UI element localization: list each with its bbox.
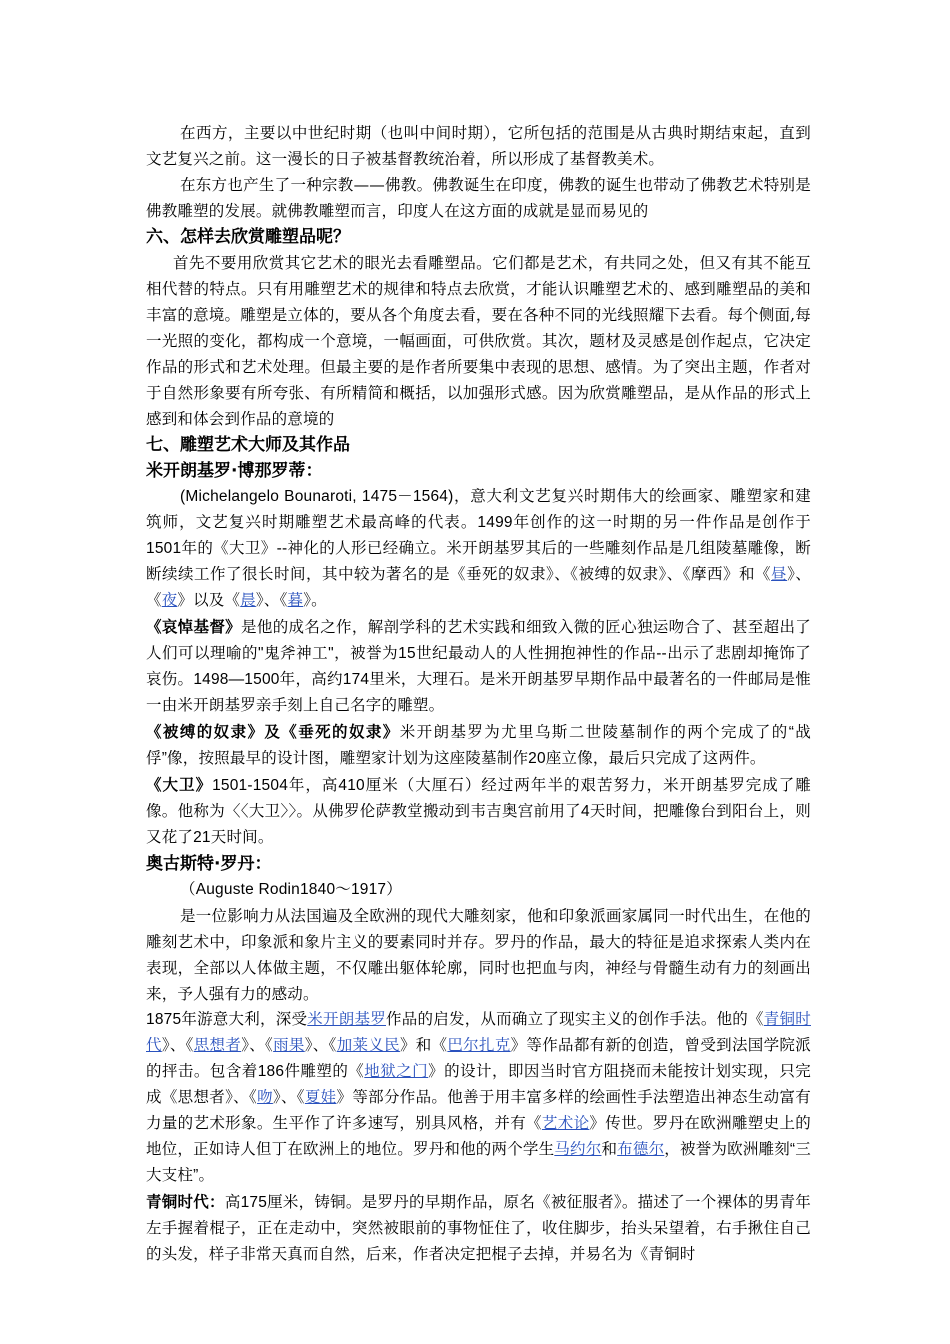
text-span: 》、《 — [272, 1089, 305, 1106]
title-david: 《大卫》 — [146, 776, 213, 794]
paragraph-east: 在东方也产生了一种宗教——佛教。佛教诞生在印度，佛教的诞生也带动了佛教艺术特别是佛教雕塑的发展。就佛教雕塑而言，印度人在这方面的成就是显而易见的 — [146, 176, 811, 220]
paragraph-appreciation: 首先不要用欣赏其它艺术的眼光去看雕塑品。它们都是艺术，有共同之处，但又有其不能互相代替的特点。只有用雕塑艺术的规律和特点去欣赏，才能认识雕塑艺术的、感到雕塑品的美和丰富的意境。雕塑是立体的，要从各个角度去看，要在各种不同的光线照耀下去看。每个侧面,每一光照的变化，都构成一个意境，一幅画面，可供欣赏。其次，题材及灵感是创作起点，它决定作品的形式和艺术处理。但最主要的是作者所要集中表现的思想、感情。为了突出主题，作者对于自然形象要有所夸张、有所精简和概括，以加强形式感。因为欣赏雕塑品，是从作品的形式上感到和体会到作品的意境的 — [146, 254, 811, 428]
text-span: 1875年游意大利，深受 — [146, 1011, 308, 1028]
text-span: 是他的成名之作，解剖学科的艺术实践和细致入微的匠心独运吻合了、甚至超出了人们可以理喻的"鬼斧神工"，被誉为15世纪最动人的人性拥抱神性的作品--出示了悲剧却掩饰了哀伤。1498—1500年，高约174里米，大理石。是米开朗基罗早期作品中最著名的一件邮局是惟一由米开朗基罗亲手刻上自己名字的雕塑。 — [146, 619, 812, 714]
paragraph-slaves — [146, 719, 811, 772]
paragraph-bronze-age — [146, 1189, 811, 1268]
paragraph-rodin-works — [146, 1007, 811, 1189]
text-span: 高175厘米，铸铜。是罗丹的早期作品，原名《被征服者》。描述了一个裸体的男青年左手握着棍子，正在走动中，突然被眼前的事物怔住了，收住脚步，抬头呆望着，右手揪住自己的头发，样子非常天真而自然，后来，作者决定把棍子去掉，并易名为《青铜时 — [146, 1194, 811, 1263]
link-hugo[interactable]: 雨果 — [273, 1037, 305, 1054]
title-pieta: 《哀悼基督》 — [146, 618, 242, 636]
link-balzac[interactable]: 巴尔扎克 — [447, 1037, 511, 1054]
text-span: 》、《 — [161, 1037, 194, 1054]
link-eve[interactable]: 夏娃 — [304, 1089, 337, 1106]
document-page — [146, 120, 811, 1268]
text-span: 》等部分作品。他善于用丰富多样的绘画性手法塑造出神态生动富有力量的艺术形象。生平作了许多速写，别具风格，并有《 — [146, 1089, 811, 1132]
text-span: 和 — [601, 1141, 618, 1158]
text-span: 》、《 — [304, 1037, 337, 1054]
paragraph-david — [146, 772, 811, 851]
link-burghers-calais[interactable]: 加莱义民 — [336, 1037, 400, 1054]
text-span: 》、《 — [255, 592, 288, 609]
link-bourdelle[interactable]: 布德尔 — [617, 1141, 665, 1158]
text-span: 》、《 — [146, 566, 812, 609]
paragraph-west: 在西方，主要以中世纪时期（也叫中间时期），它所包括的范围是从古典时期结束起，直到文艺复兴之前。这一漫长的日子被基督教统治着，所以形成了基督教美术。 — [146, 124, 811, 168]
text-span: 作品的启发，从而确立了现实主义的创作手法。他的《 — [385, 1011, 764, 1028]
text-span: 》的设计，即因当时官方阻挠而未能按计划实现，只完成《思想者》、《 — [146, 1063, 811, 1106]
text-span: 》、《 — [241, 1037, 274, 1054]
link-dawn[interactable]: 晨 — [240, 592, 256, 609]
link-kiss[interactable]: 吻 — [257, 1089, 273, 1106]
link-gates-of-hell[interactable]: 地狱之门 — [364, 1063, 429, 1080]
link-day[interactable]: 昼 — [771, 566, 788, 583]
text-span: 》等作品都有新的创造，曾受到法国学院派的抨击。包含着186件雕塑的《 — [146, 1037, 811, 1080]
text-span: 》传世。罗丹在欧洲雕塑史上的地位，正如诗人但丁在欧洲上的地位。罗丹和他的两个学生 — [146, 1115, 811, 1158]
title-bronze-age: 青铜时代： — [146, 1193, 225, 1211]
rodin-dates: （Auguste Rodin1840～1917） — [180, 881, 402, 898]
title-slaves: 《被缚的奴隶》及《垂死的奴隶》 — [146, 723, 400, 741]
paragraph-rodin-intro: 是一位影响力从法国遍及全欧洲的现代大雕刻家，他和印象派画家属同一时代出生，在他的雕刻艺术中，印象派和象片主义的要素同时并存。罗丹的作品，最大的特征是追求探索人类内在表现，全部以人体做主题，不仅雕出躯体轮廓，同时也把血与肉，神经与骨髓生动有力的刻画出来，予人强有力的感动。 — [146, 907, 811, 1003]
heading-rodin: 奥古斯特·罗丹： — [146, 854, 272, 874]
text-span: 》和《 — [399, 1037, 448, 1054]
link-thinker[interactable]: 思想者 — [193, 1037, 242, 1054]
paragraph-michelangelo — [146, 484, 811, 614]
text-span: 1501-1504年，高410厘米（大厘石）经过两年半的艰苦努力，米开朗基罗完成了雕像。他称为〈〈大卫〉〉。从佛罗伦萨教堂搬动到韦吉奥宫前用了4天时间，把雕像台到阳台上，则又花了21天时间。 — [146, 777, 811, 846]
link-on-art[interactable]: 艺术论 — [541, 1115, 590, 1132]
heading-section-7: 七、雕塑艺术大师及其作品 — [146, 435, 350, 455]
text-span: 米开朗基罗为尤里乌斯二世陵墓制作的两个完成了的“战俘”像，按照最早的设计图，雕塑家计划为这座陵墓制作20座立像，最后只完成了这两件。 — [146, 724, 811, 767]
link-night[interactable]: 夜 — [161, 592, 178, 609]
heading-michelangelo: 米开朗基罗·博那罗蒂： — [146, 461, 323, 481]
text-span: 》。 — [303, 592, 327, 609]
text-span: (Michelangelo Bounaroti, 1475－1564)，意大利文艺复兴时期伟大的绘画家、雕塑家和建筑师，文艺复兴时期雕塑艺术最高峰的代表。1499年创作的这一时期的另一件作品是创作于1501年的《大卫》--神化的人形已经确立。米开朗基罗其后的一些雕刻作品是几组陵墓雕像，断断续续工作了很长时间，其中较为著名的是《垂死的奴隶》、《被缚的奴隶》、《摩西》和《 — [146, 488, 811, 583]
text-span: 》以及《 — [177, 592, 241, 609]
heading-section-6: 六、怎样去欣赏雕塑品呢？ — [146, 227, 350, 247]
link-dusk[interactable]: 暮 — [287, 592, 304, 609]
paragraph-pieta — [146, 614, 811, 719]
link-michelangelo[interactable]: 米开朗基罗 — [307, 1011, 386, 1028]
link-bronze-age[interactable]: 青铜时代 — [146, 1011, 811, 1054]
link-maillol[interactable]: 马约尔 — [554, 1141, 602, 1158]
text-span: ，被誉为欧洲雕刻“三大支柱”。 — [146, 1141, 812, 1184]
